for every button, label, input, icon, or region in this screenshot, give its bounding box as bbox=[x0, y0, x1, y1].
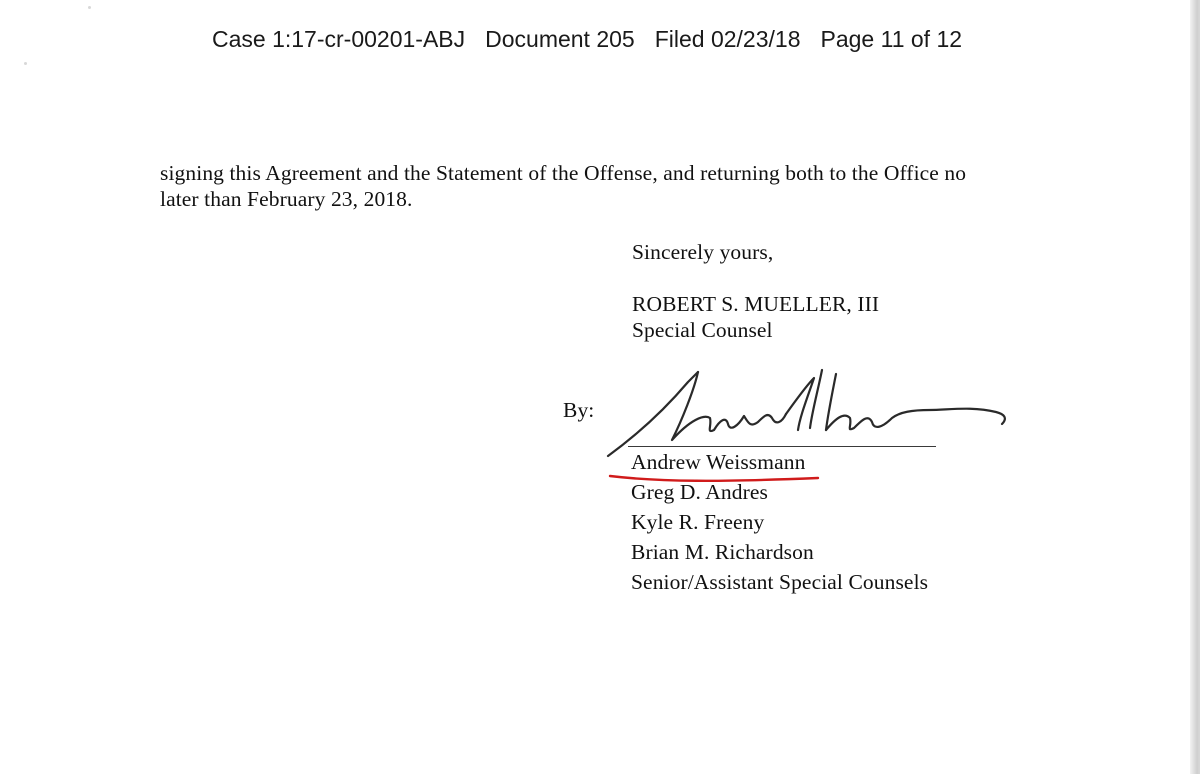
letter-closing: Sincerely yours, bbox=[632, 240, 774, 264]
signer-title: Special Counsel bbox=[632, 318, 773, 342]
by-label: By: bbox=[563, 398, 595, 422]
signature-line bbox=[628, 446, 936, 447]
counsel-group-title: Senior/Assistant Special Counsels bbox=[631, 570, 929, 594]
body-text-line: signing this Agreement and the Statement of the Offense, and returning both to the Office no bbox=[160, 161, 967, 185]
document-number: Document 205 bbox=[485, 26, 635, 52]
counsel-name: Greg D. Andres bbox=[631, 480, 768, 504]
counsel-name: Kyle R. Freeny bbox=[631, 510, 765, 534]
filed-date: Filed 02/23/18 bbox=[654, 26, 801, 52]
case-number: Case 1:17-cr-00201-ABJ bbox=[212, 26, 466, 52]
page-number: Page 11 of 12 bbox=[820, 26, 963, 52]
scan-speck bbox=[88, 6, 91, 9]
scan-speck bbox=[24, 62, 27, 65]
page-edge-shadow bbox=[1190, 0, 1200, 774]
red-underline-annotation bbox=[600, 462, 830, 488]
court-filing-header bbox=[212, 26, 962, 56]
signer-name: ROBERT S. MUELLER, III bbox=[632, 292, 880, 316]
counsel-name: Brian M. Richardson bbox=[631, 540, 814, 564]
body-text-line: later than February 23, 2018. bbox=[160, 187, 413, 211]
counsel-name: Andrew Weissmann bbox=[631, 450, 806, 474]
